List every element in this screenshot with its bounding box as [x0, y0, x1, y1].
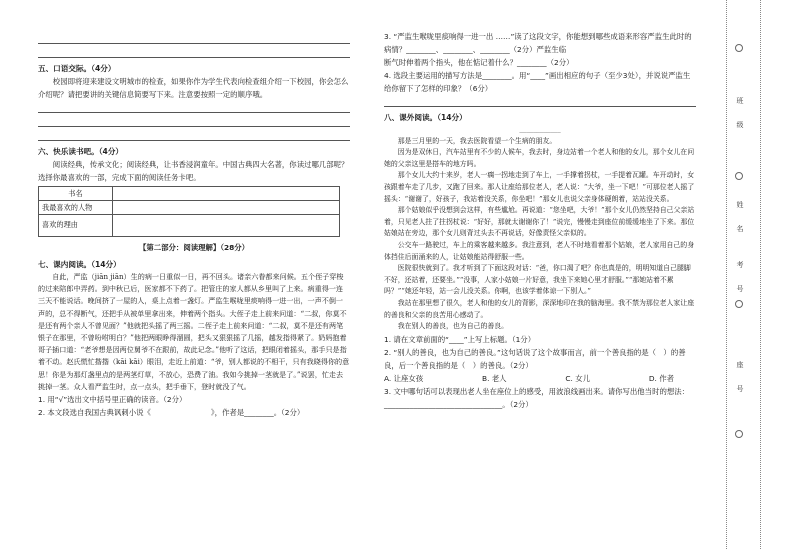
- option-a: A. 让座女孩: [384, 373, 424, 383]
- section-6-title: 六、快乐读书吧。（4分）: [38, 147, 124, 156]
- question-8-3: 3. 文中哪句话可以表现出老人坐在座位上的感受，用波浪线画出来。请你写出他当时的想法：________________________________。（2分）: [384, 386, 690, 409]
- binding-hole: [735, 430, 743, 438]
- question-3-part-a: 3. “严监生喉咙里痰响得一进一出 ……”读了这段文字，你能想到哪些成语来形容严监生此时的病情？________、________、________（2分）严监生临: [384, 32, 692, 54]
- margin-label: 班: [736, 97, 744, 105]
- section-8-title: 八、课外阅读。（14分）: [384, 113, 467, 122]
- binding-hole: [735, 172, 743, 180]
- answer-line: [38, 130, 350, 141]
- passage-paragraph: 因为是双休日，汽车站里有不少的人候车，我去时，身边站着一个老人和他的女儿，那个女儿在问她的父亲这里是搭车的地方吗。: [384, 148, 695, 168]
- card-answer-cell[interactable]: [113, 201, 340, 215]
- option-d: D. 作者: [648, 373, 674, 383]
- answer-line: [38, 46, 350, 58]
- card-label: 我最喜欢的人物: [39, 201, 113, 215]
- reading-task-card: [38, 186, 340, 237]
- margin-label: 名: [736, 225, 744, 233]
- margin-label: 号: [736, 385, 744, 393]
- question-8-2: 2. “别人的善良，也为自己的善良。”这句话说了这个故事而言，前一个善良指的是（ ）的善良，后一个善良指的是（ ）的善良。（2分）: [384, 347, 686, 370]
- section-5-body: 校园即将迎来建设文明城市的检查，如果你作为学生代表向检查组介绍一下校园，你会怎么介绍呢？请把要讲的关键信息简要写下来。注意要按照一定的顺序哦。: [38, 77, 349, 99]
- margin-label: 考: [736, 261, 744, 269]
- answer-line: [384, 96, 696, 107]
- answer-line: [38, 32, 350, 44]
- part-2-title: 【第二部分：阅读理解】（28分）: [138, 243, 250, 252]
- passage-paragraph: 我在别人的善良，也为自己的善良。: [397, 322, 509, 331]
- passage-title-blank: ____________: [519, 125, 561, 133]
- question-2: 2. 本文段选自我国古典讽刺小说《 》，作者是________。（2分）: [38, 408, 305, 418]
- section-6-body: 阅读经典，传承文化；阅读经典，让书香浸润童年。中国古典四大名著，你读过哪几部呢？选择你最喜欢的一部，完成下面的阅读任务卡吧。: [38, 160, 349, 182]
- passage-paragraph: 公交车一路驶过，车上的乘客越来越多。我注意到，老人不时地看着那个姑娘，老人家用自己的身体挡住后面涌来的人，让姑娘能站得舒服一些。: [384, 240, 695, 261]
- passage-paragraph: 那个女儿大约十来岁，老人一瘸一拐地走到了车上，一手撑着拐杖，一手提着瓦罐。车开动时，女孩跟着车走了几步，又跑了回来。那人让座给那位老人，老人说：“大爷，坐一下吧！”可那位老人摇了摇头：“谢谢了，好孩子，我站着没关系，你坐吧！”那女儿也说父亲身体硬朗着，站站没关系。: [384, 171, 695, 203]
- reading-passage: 自此，严监（jiān jiān）生的病一日重似一日，再不回头。诸亲六眷都来问候。五个侄子穿梭的过来陪郎中弄药。到中秋已后，医家都不下药了。把管庄的家人都从乡里叫了上来。病重得一连三天不能说话。晚间挤了一屋的人，桌上点着一盏灯。严监生喉咙里痰响得一进一出，一声不倒一声的，总不得断气，还把手从被单里拿出来，伸着两个指头。大侄子走上前来问道：“二叔，你莫不是还有两个亲人不曾见面？”他就把头摇了两三摇。二侄子走上前来问道：“二叔，莫不是还有两笔银子在那里，不曾吩咐明白？”他把两眼睁得溜圆，把头又狠狠摇了几摇，越发指得紧了。奶妈抱着哥子插口道：“老爷想是因两位舅爷不在跟前，故此记念。”他听了这话，把眼闭着摇头，那手只是指着不动。赵氏慌忙揩揩（kāi kāi）眼泪，走近上前道：“爷，别人都说的不相干，只有我晓得你的意思！你是为那灯盏里点的是两茎灯草，不放心，恐费了油。我如今挑掉一茎就是了。”说罢，忙走去挑掉一茎。众人看严监生时，点一点头，把手垂下，登时就没了气。: [38, 272, 350, 391]
- margin-label: 姓: [736, 201, 744, 209]
- passage-paragraph: 我站在那里想了很久，老人和他的女儿的背影，深深地印在我的脑海里。我不禁为那位老人家让座的善良和父亲的良苦用心感动了。: [384, 298, 695, 319]
- outside-reading-passage: [384, 124, 696, 333]
- card-answer-cell[interactable]: [113, 187, 340, 201]
- passage-paragraph: 那个姑娘似乎没想到会这样，有些尴尬。再说道：“您坐吧，大爷！”那个女儿仍然坚持自己父亲站着，只见老人拄了拄拐杖说：“好好，那就太谢谢你了！”说完，慢慢走到座位前缓缓地坐了下来。那位姑娘站在旁边，那个女儿则背过头去不再说话，好像责怪父亲似的。: [384, 206, 695, 238]
- passage-paragraph: 医院很快就到了。我才听到了下面这段对话：“爸，你口渴了吧？你也真是的，明明知道自己腿脚不好，还站着，还要坐。”“没事，人家小姑娘一片好意，我坐下来她心里才舒服。”“那她站着不累吗？”“她还年轻，站一会儿没关系。你啊，也该学着体谅一下别人。”: [384, 264, 691, 296]
- card-label: 书名: [39, 187, 113, 201]
- binding-hole: [735, 300, 743, 308]
- margin-label: 级: [736, 121, 744, 129]
- margin-label: 号: [736, 285, 744, 293]
- option-b: B. 老人: [482, 373, 507, 383]
- card-label: 喜欢的理由: [39, 215, 113, 237]
- binding-line-inner: [760, 0, 761, 549]
- card-answer-cell[interactable]: [113, 215, 340, 237]
- option-c: C. 女儿: [565, 373, 591, 383]
- binding-hole: [735, 44, 743, 52]
- question-8-1: 1. 请在文章前面的“____”上写上标题。（1分）: [384, 334, 536, 344]
- question-3-part-b: 断气时伸着两个指头，他在惦记着什么？________（2分）: [384, 58, 574, 67]
- answer-line: [38, 102, 350, 113]
- question-8-2-options: [384, 372, 674, 385]
- question-4: 4. 选段主要运用的描写方法是________。用“____”画出相应的句子（至少3处），并说说严监生给你留下了怎样的印象？（6分）: [384, 71, 691, 93]
- passage-paragraph: 那是三月里的一天，我去医院看望一个生病的朋友。: [397, 136, 557, 145]
- left-column: [38, 30, 350, 419]
- right-column: [384, 30, 696, 411]
- question-1: 1. 用“√”选出文中括号里正确的读音。（2分）: [38, 395, 187, 405]
- answer-line: [38, 116, 350, 127]
- section-5-title: 五、口语交际。（4分）: [38, 64, 116, 73]
- section-7-title: 七、课内阅读。（14分）: [38, 260, 121, 269]
- margin-label: 座: [736, 361, 744, 369]
- binding-line-outer: [726, 0, 727, 549]
